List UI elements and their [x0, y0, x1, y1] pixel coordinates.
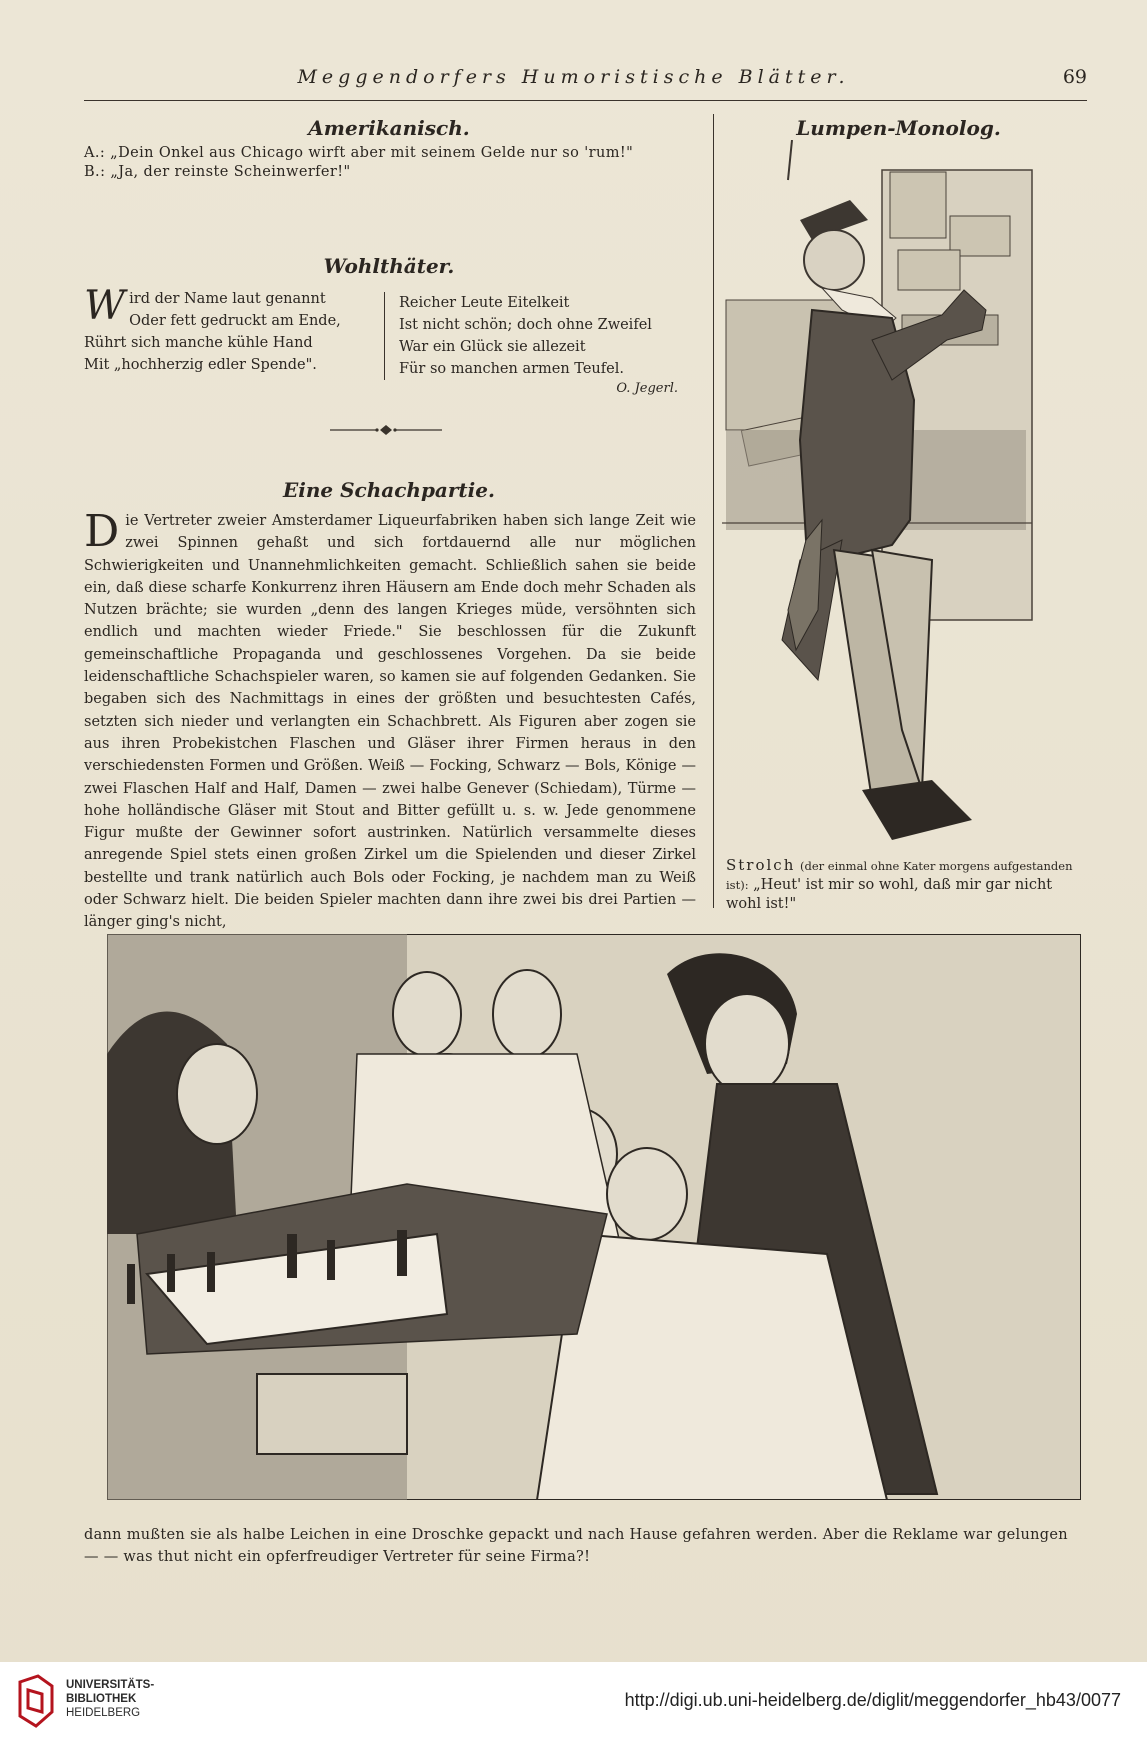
schachpartie-continuation [84, 1524, 1104, 1568]
poem-column-right [384, 292, 699, 380]
column-divider [713, 114, 714, 908]
poem-line: Rührt sich manche kühle Hand [84, 335, 313, 351]
monolog-stage-direction: (der einmal ohne Kater morgens aufgestanden ist): [726, 859, 1073, 892]
poem-column-left [84, 283, 374, 376]
poem-line: Wird der Name laut genannt [84, 283, 326, 329]
continuation-line: — — was thut nicht ein opferfreudiger Vertreter für seine Firma?! [84, 1549, 591, 1565]
poem-author: O. Jegerl. [616, 381, 678, 396]
footer-bar [0, 1662, 1147, 1744]
poem-line: Reicher Leute Eitelkeit [399, 295, 570, 311]
poem-line: Mit „hochherzig edler Spende". [84, 357, 317, 373]
library-name: UNIVERSITÄTS- BIBLIOTHEK HEIDELBERG [66, 1679, 155, 1719]
wohlthaeter-title: Wohlthäter. [323, 254, 455, 278]
monolog-speaker: Strolch [726, 856, 796, 874]
schachpartie-text [84, 506, 696, 934]
schachpartie-title: Eine Schachpartie. [283, 478, 495, 502]
page-number: 69 [1062, 66, 1087, 88]
poem-dropcap: W [84, 283, 126, 329]
library-logo-icon [14, 1672, 58, 1730]
running-head: Meggendorfers Humoristische Blätter. [297, 66, 850, 88]
article-body: ie Vertreter zweier Amsterdamer Liqueurfabriken haben sich lange Zeit wie zwei Spinnen gehaßt und sich fortdauernd alle nur möglichen Schwierigkeiten und Unannehmlichkeiten gemacht. Schließlich sahen sie beide ein, daß diese scharfe Konkurrenz ihren Häusern am Ende doch mehr Schaden als Nutzen brächte; sie wurden „denn des langen Krieges müde, versöhnten sich endlich und machten wieder Friede." Sie beschlossen für die Zukunft gemeinschaftliche Propaganda und geschlossenes Vorgehen. Da sie beide leidenschaftliche Schachspieler waren, so kamen sie auf folgenden Gedanken. Sie begaben sich des Nachmittags in eines der größten und besuchtesten Cafés, setzten sich nieder und verlangten ein Schachbrett. Als Figuren aber zogen sie aus ihren Probekistchen Flaschen und Gläser ihrer Firmen heraus in den verschiedensten Formen und Größen. Weiß — Focking, Schwarz — Bols, Könige — zwei Flaschen Half and Half, Damen — zwei halbe Genever (Schiedam), Türme — hohe holländische Gläser mit Stout and Bitter gefüllt u. s. w. Jede genommene Figur mußte der Gewinner sofort austrinken. Natürlich versammelte dieses anregende Spiel stets einen großen Zirkel um die Spielenden und dieser Zirkel bestellte und trank natürlich auch Bols oder Focking, je nachdem man zu Weiß oder Schwarz hielt. Die beiden Spieler machten dann ihre zwei bis drei Partien — länger ging's nicht, [84, 513, 696, 931]
amerikanisch-dialog [84, 144, 694, 182]
poem-line: Ist nicht schön; doch ohne Zweifel [399, 317, 652, 333]
schachpartie-heading [84, 478, 694, 502]
wohlthaeter-poem [84, 283, 694, 398]
chess-game-illustration [107, 934, 1081, 1500]
amerikanisch-section [84, 116, 694, 182]
header-rule [84, 100, 1087, 101]
monolog-speech: „Heut' ist mir so wohl, daß mir gar nicht wohl ist!" [726, 877, 1053, 912]
amerikanisch-title: Amerikanisch. [308, 116, 470, 140]
poem-line: War ein Glück sie allezeit [399, 339, 586, 355]
poem-line: Für so manchen armen Teufel. [399, 361, 624, 377]
continuation-line: dann mußten sie als halbe Leichen in eine Droschke gepackt und nach Hause gefahren werden. Aber die Reklame war gelungen [84, 1527, 1068, 1543]
wohlthaeter-section [84, 254, 694, 278]
article-dropcap: D [84, 506, 120, 557]
dialog-line-a: A.: „Dein Onkel aus Chicago wirft aber mit seinem Gelde nur so 'rum!" [84, 145, 634, 161]
source-url-link[interactable]: http://digi.ub.uni-heidelberg.de/diglit/meggendorfer_hb43/0077 [624, 1690, 1121, 1710]
monolog-heading [722, 116, 1075, 140]
section-ornament [330, 424, 442, 436]
tramp-illustration [722, 140, 1075, 840]
dialog-line-b: B.: „Ja, der reinste Scheinwerfer!" [84, 164, 351, 180]
monolog-title: Lumpen-Monolog. [796, 116, 1001, 140]
monolog-caption [726, 856, 1076, 914]
poem-line: Oder fett gedruckt am Ende, [129, 313, 341, 329]
